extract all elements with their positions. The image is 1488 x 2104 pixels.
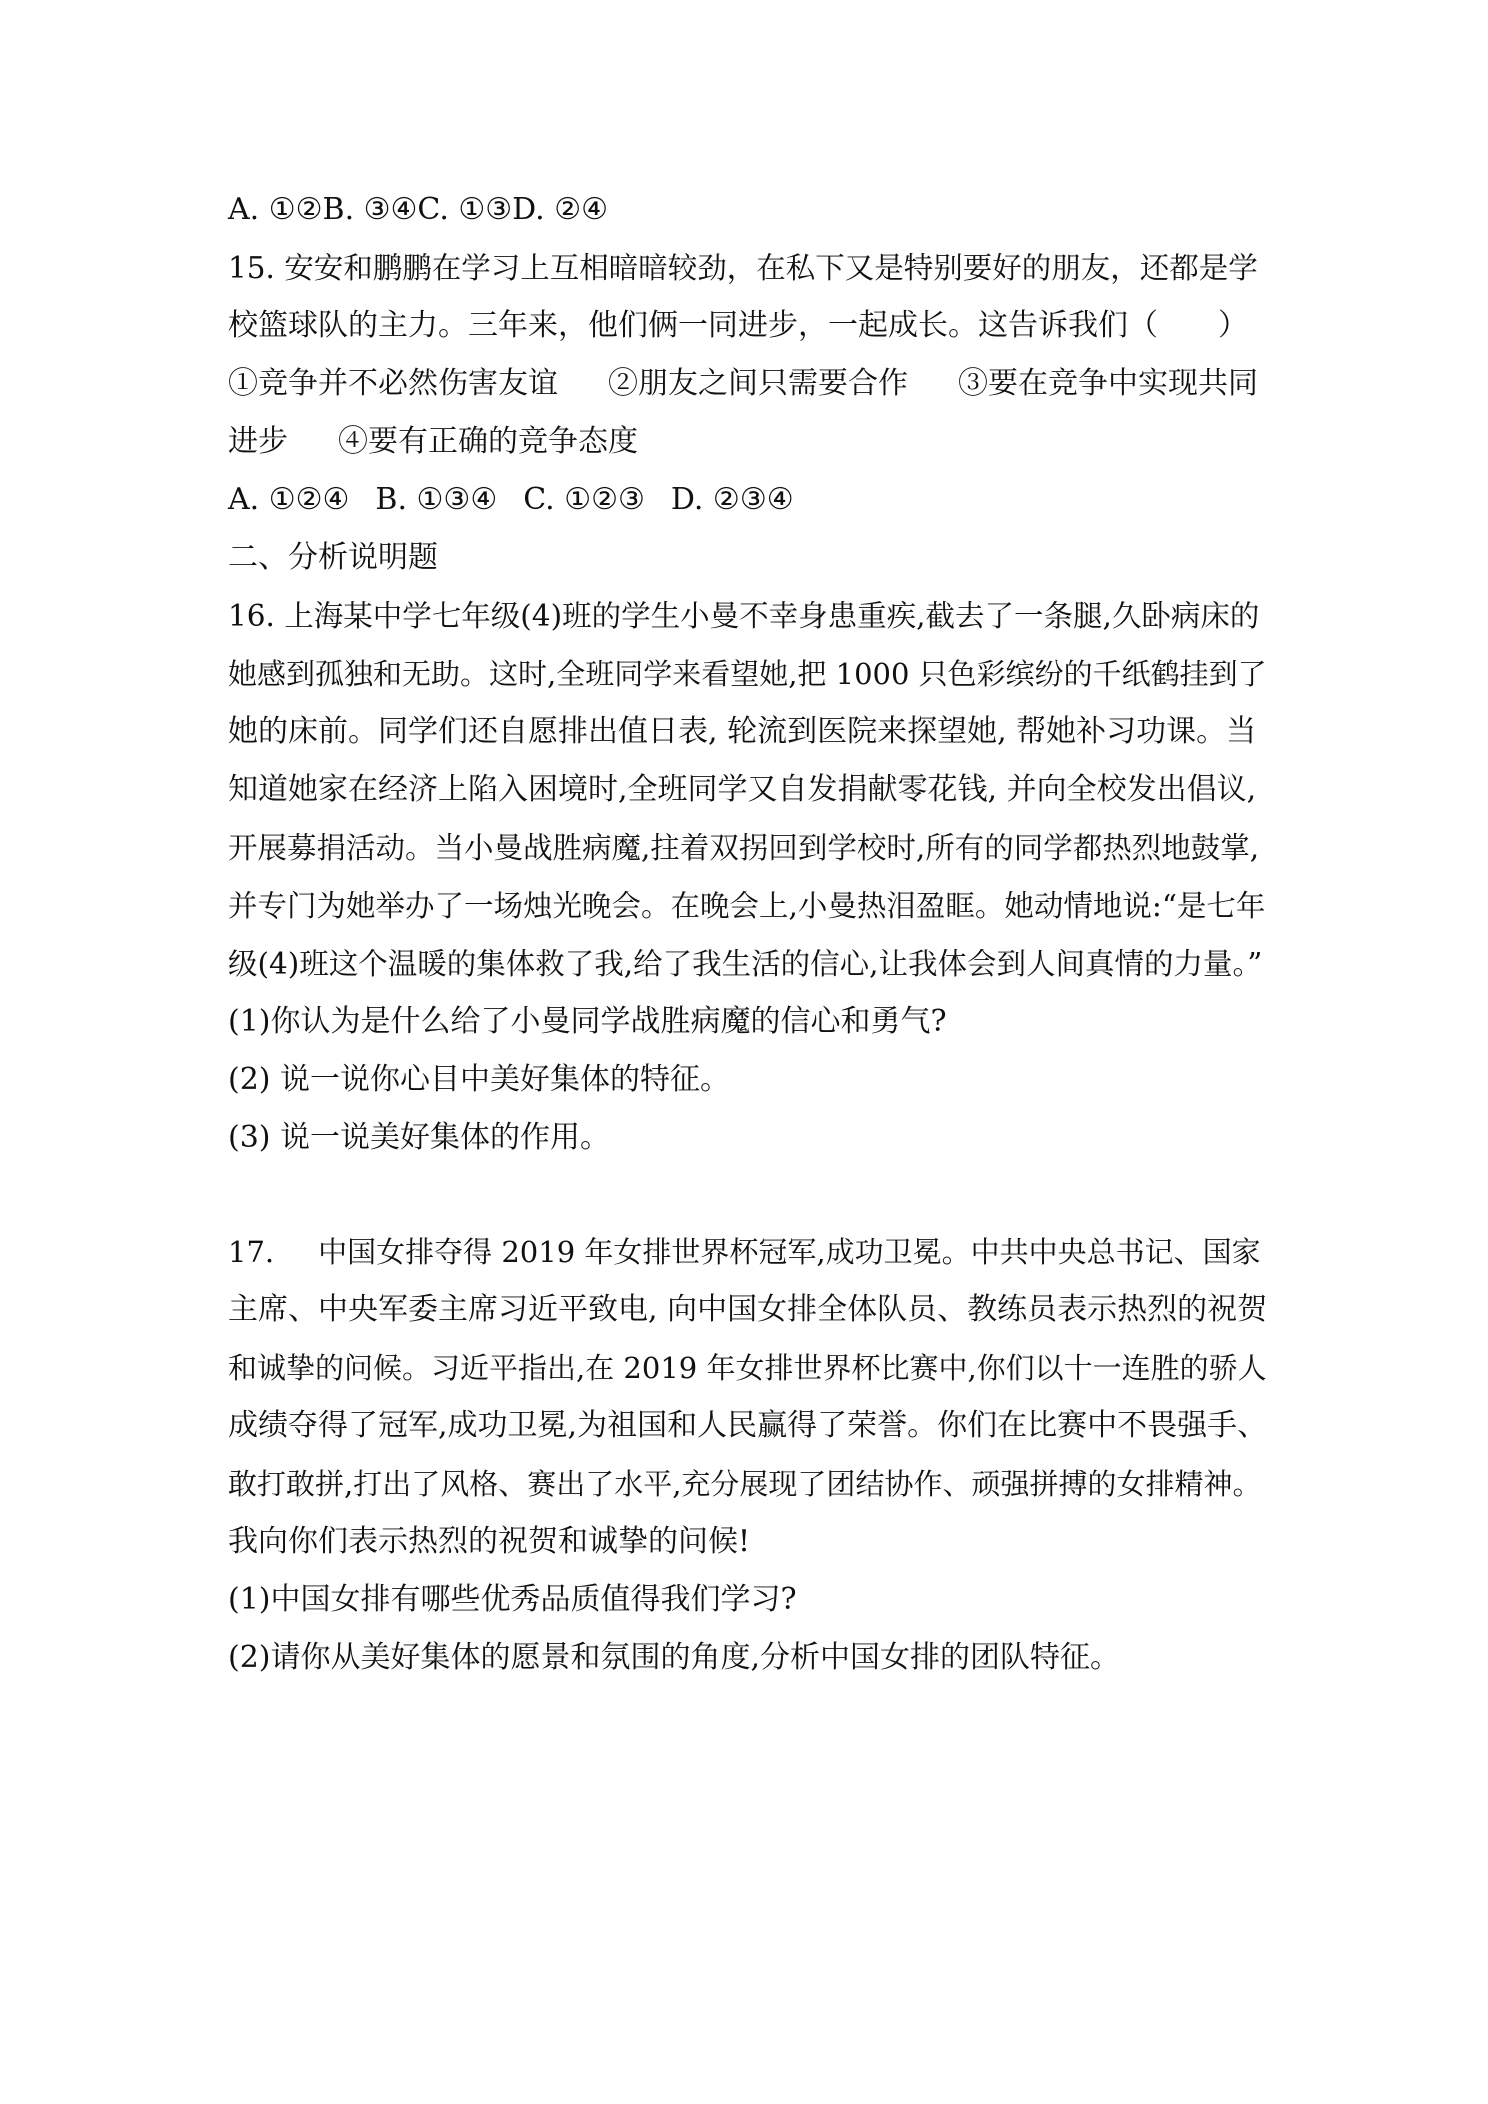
q15-answer-b: B. ①③④ [375, 482, 498, 517]
q16-line: 级(4)班这个温暖的集体救了我,给了我生活的信心,让我体会到人间真情的力量。” [228, 947, 1263, 981]
q16-line: 开展募捐活动。当小曼战胜病魔,拄着双拐回到学校时,所有的同学都热烈地鼓掌, [228, 831, 1260, 865]
q15-options-line-2 [228, 422, 1268, 462]
q15-stem-line-2: 校篮球队的主力。三年来，他们俩一同进步，一起成长。这告诉我们（ ） [228, 308, 1248, 343]
section-heading: 二、分析说明题 [228, 540, 438, 575]
q15-option-3: ③要在竞争中实现共同 [958, 366, 1258, 401]
q15-option-2: ②朋友之间只需要合作 [608, 366, 908, 401]
q17-line: 我向你们表示热烈的祝贺和诚挚的问候! [228, 1524, 751, 1559]
q16-subquestion-2: (2) 说一说你心目中美好集体的特征。 [228, 1062, 731, 1097]
q16-line: 并专门为她举办了一场烛光晚会。在晚会上,小曼热泪盈眶。她动情地说:“是七年 [228, 889, 1266, 923]
q14-answer-choices: A. ①②B. ③④C. ①③D. ②④ [228, 192, 609, 227]
q16-line: 她感到孤独和无助。这时,全班同学来看望她,把 1000 只色彩缤纷的千纸鹤挂到了 [228, 657, 1267, 691]
q16-line: 她的床前。同学们还自愿排出值日表, 轮流到医院来探望她, 帮她补习功课。当 [228, 714, 1257, 749]
q17-line: 和诚挚的问候。习近平指出,在 2019 年女排世界杯比赛中,你们以十一连胜的骄人 [228, 1351, 1267, 1385]
q17-line: 成绩夺得了冠军,成功卫冕,为祖国和人民赢得了荣誉。你们在比赛中不畏强手、 [228, 1408, 1268, 1443]
q16-line: 知道她家在经济上陷入困境时,全班同学又自发捐献零花钱, 并向全校发出倡议, [228, 772, 1257, 807]
q16-subquestion-1: (1)你认为是什么给了小曼同学战胜病魔的信心和勇气? [228, 1004, 947, 1039]
q15-option-1: ①竞争并不必然伤害友谊 [228, 366, 558, 401]
q15-stem-line-1: 15. 安安和鹏鹏在学习上互相暗暗较劲，在私下又是特别要好的朋友，还都是学 [228, 251, 1258, 285]
q15-answer-a: A. ①②④ [228, 482, 350, 517]
q17-number: 17. [228, 1235, 275, 1269]
q17-subquestion-1: (1)中国女排有哪些优秀品质值得我们学习? [228, 1582, 797, 1617]
q17-subquestion-2: (2)请你从美好集体的愿景和氛围的角度,分析中国女排的团队特征。 [228, 1640, 1121, 1675]
q17-line-1 [228, 1232, 1268, 1272]
q17-line-text: 中国女排夺得 2019 年女排世界杯冠军,成功卫冕。中共中央总书记、国家 [318, 1235, 1261, 1269]
q15-option-4: ④要有正确的竞争态度 [338, 424, 638, 459]
q15-option-3-cont: 进步 [228, 424, 288, 459]
q15-answer-c: C. ①②③ [523, 482, 645, 517]
q16-subquestion-3: (3) 说一说美好集体的作用。 [228, 1120, 611, 1155]
q16-line: 16. 上海某中学七年级(4)班的学生小曼不幸身患重疾,截去了一条腿,久卧病床的 [228, 599, 1260, 633]
q15-answer-d: D. ②③④ [670, 482, 794, 517]
q15-options-line-1 [228, 364, 1268, 404]
q15-answer-choices [228, 480, 1268, 520]
q17-line: 敢打敢拼,打出了风格、赛出了水平,充分展现了团结协作、顽强拼搏的女排精神。 [228, 1467, 1262, 1501]
q17-line: 主席、中央军委主席习近平致电, 向中国女排全体队员、教练员表示热烈的祝贺 [228, 1292, 1268, 1327]
